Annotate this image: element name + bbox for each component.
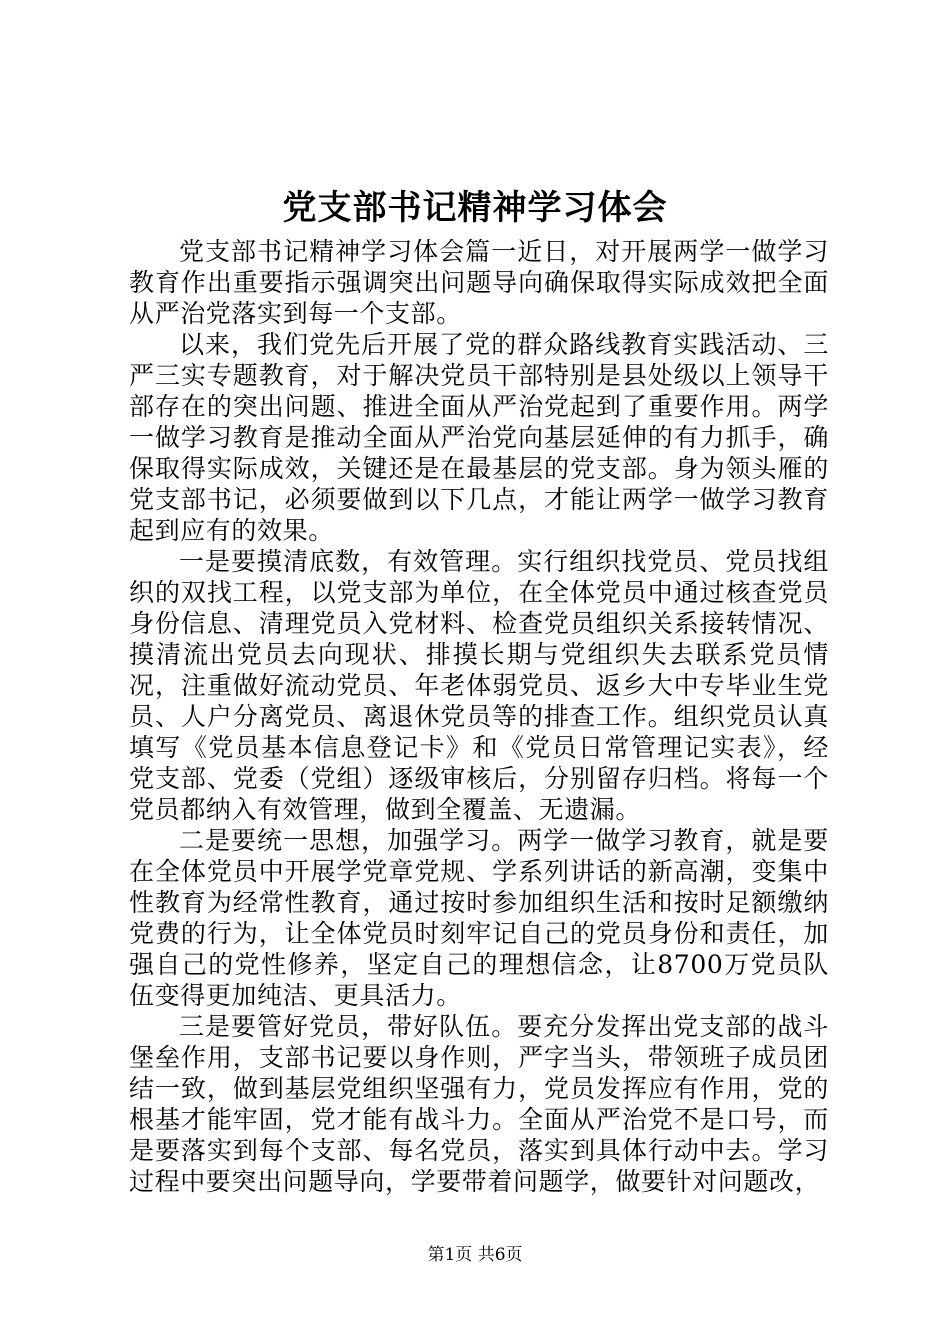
document-title: 党支部书记精神学习体会 [282,188,668,228]
paragraph-3: 一是要摸清底数，有效管理。实行组织找党员、党员找组织的双找工程，以党支部为单位，在全体党员中通过核查党员身份信息、清理党员入党材料、检查党员组织关系接转情况、摸清流出党员去向现状、排摸长期与党组织失去联系党员情况，注重做好流动党员、年老体弱党员、返乡大中专毕业生党员、人户分离党员、离退休党员等的排查工作。组织党员认真填写《党员基本信息登记卡》和《党员日常管理记实表》，经党支部、党委（党组）逐级审核后，分别留存归档。将每一个党员都纳入有效管理，做到全覆盖、无遗漏。 [129,547,829,824]
paragraph-5: 三是要管好党员，带好队伍。要充分发挥出党支部的战斗堡垒作用，支部书记要以身作则，严字当头，带领班子成员团结一致，做到基层党组织坚强有力，党员发挥应有作用，党的根基才能牢固，党才能有战斗力。全面从严治党不是口号，而是要落实到每个支部、每名党员，落实到具体行动中去。学习过程中要突出问题导向，学要带着问题学，做要针对问题改， [129,1012,829,1196]
paragraph-4: 二是要统一思想，加强学习。两学一做学习教育，就是要在全体党员中开展学党章党规、学系列讲话的新高潮，变集中性教育为经常性教育，通过按时参加组织生活和按时足额缴纳党费的行为，让全体党员时刻牢记自己的党员身份和责任，加强自己的党性修养，坚定自己的理想信念，让8700万党员队伍变得更加纯洁、更具活力。 [129,826,829,1010]
paragraph-1: 党支部书记精神学习体会篇一近日，对开展两学一做学习教育作出重要指示强调突出问题导向确保取得实际成效把全面从严治党落实到每一个支部。 [129,237,829,328]
document-body [129,236,829,1197]
paragraph-2: 以来，我们党先后开展了党的群众路线教育实践活动、三严三实专题教育，对于解决党员干部特别是县处级以上领导干部存在的突出问题、推进全面从严治党起到了重要作用。两学一做学习教育是推动全面从严治党向基层延伸的有力抓手，确保取得实际成效，关键还是在最基层的党支部。身为领头雁的党支部书记，必须要做到以下几点，才能让两学一做学习教育起到应有的效果。 [129,330,829,545]
page-footer: 第1页 共6页 [427,1245,523,1265]
